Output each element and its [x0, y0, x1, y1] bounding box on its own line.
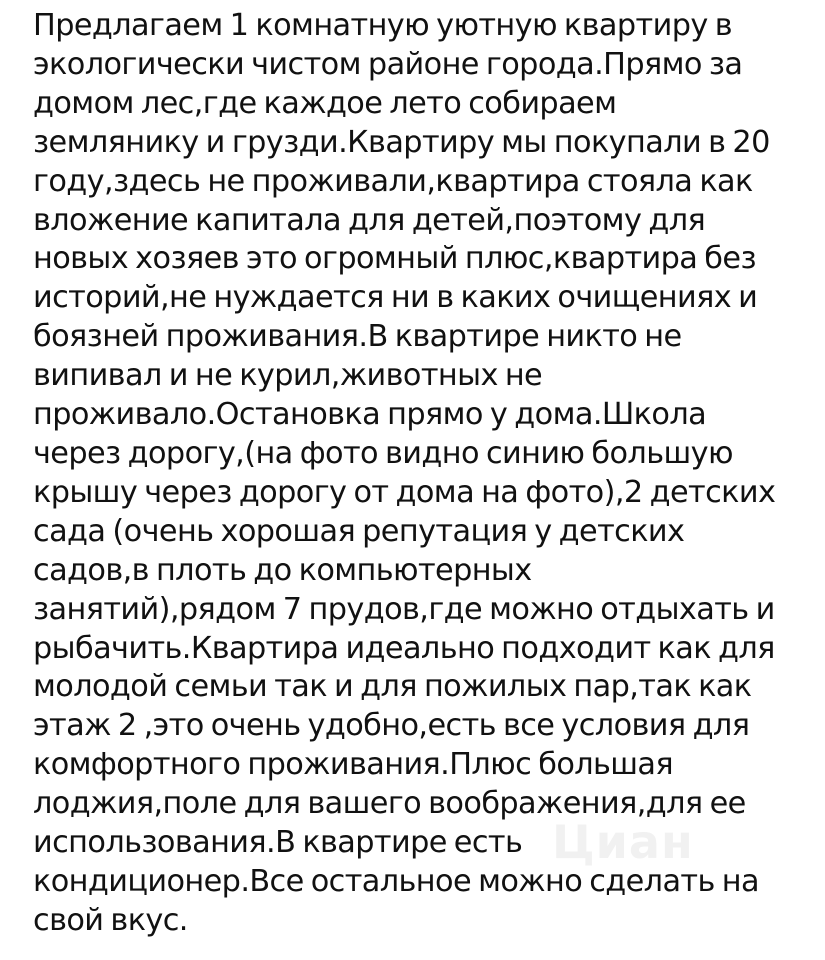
description-line: году,здесь не проживали,квартира стояла как	[33, 163, 753, 199]
description-line: вложение капитала для детей,поэтому для	[33, 202, 706, 238]
description-line: кондиционер.Все остальное можно сделать на	[33, 863, 760, 899]
description-line: випивал и не курил,животных не	[33, 358, 543, 394]
description-line: экологически чистом районе города.Прямо за	[33, 46, 743, 82]
watermark-text: Циан	[552, 815, 694, 869]
description-line: проживало.Остановка прямо у дома.Школа	[33, 397, 707, 433]
description-line: боязней проживания.В квартире никто не	[33, 319, 682, 355]
description-line: через дорогу,(на фото видно синию большую	[33, 435, 733, 471]
description-line: использования.В квартире есть	[33, 825, 523, 861]
description-line: новых хозяев это огромный плюс,квартира без	[33, 241, 756, 277]
description-line: сада (очень хорошая репутация у детских	[33, 513, 685, 549]
description-line: землянику и грузди.Квартиру мы покупали в 20	[33, 124, 770, 160]
description-line: лоджия,поле для вашего воображения,для ее	[33, 786, 746, 822]
description-line: домом лес,где каждое лето собираем	[33, 85, 617, 121]
description-line: садов,в плоть до компьютерных	[33, 552, 532, 588]
description-line: свой вкус.	[33, 902, 188, 938]
description-line: комфортного проживания.Плюс большая	[33, 747, 674, 783]
description-line: этаж 2 ,это очень удобно,есть все условия для	[33, 708, 750, 744]
description-line: молодой семьи так и для пожилых пар,так как	[33, 669, 752, 705]
description-line: рыбачить.Квартира идеально подходит как для	[33, 630, 775, 666]
listing-description-text	[33, 7, 823, 941]
description-line: историй,не нуждается ни в каких очищениях и	[33, 280, 758, 316]
description-line: Предлагаем 1 комнатную уютную квартиру в	[33, 8, 732, 43]
description-line: крышу через дорогу от дома на фото),2 детских	[33, 474, 776, 510]
description-line: занятий),рядом 7 прудов,где можно отдыхать и	[33, 591, 775, 627]
